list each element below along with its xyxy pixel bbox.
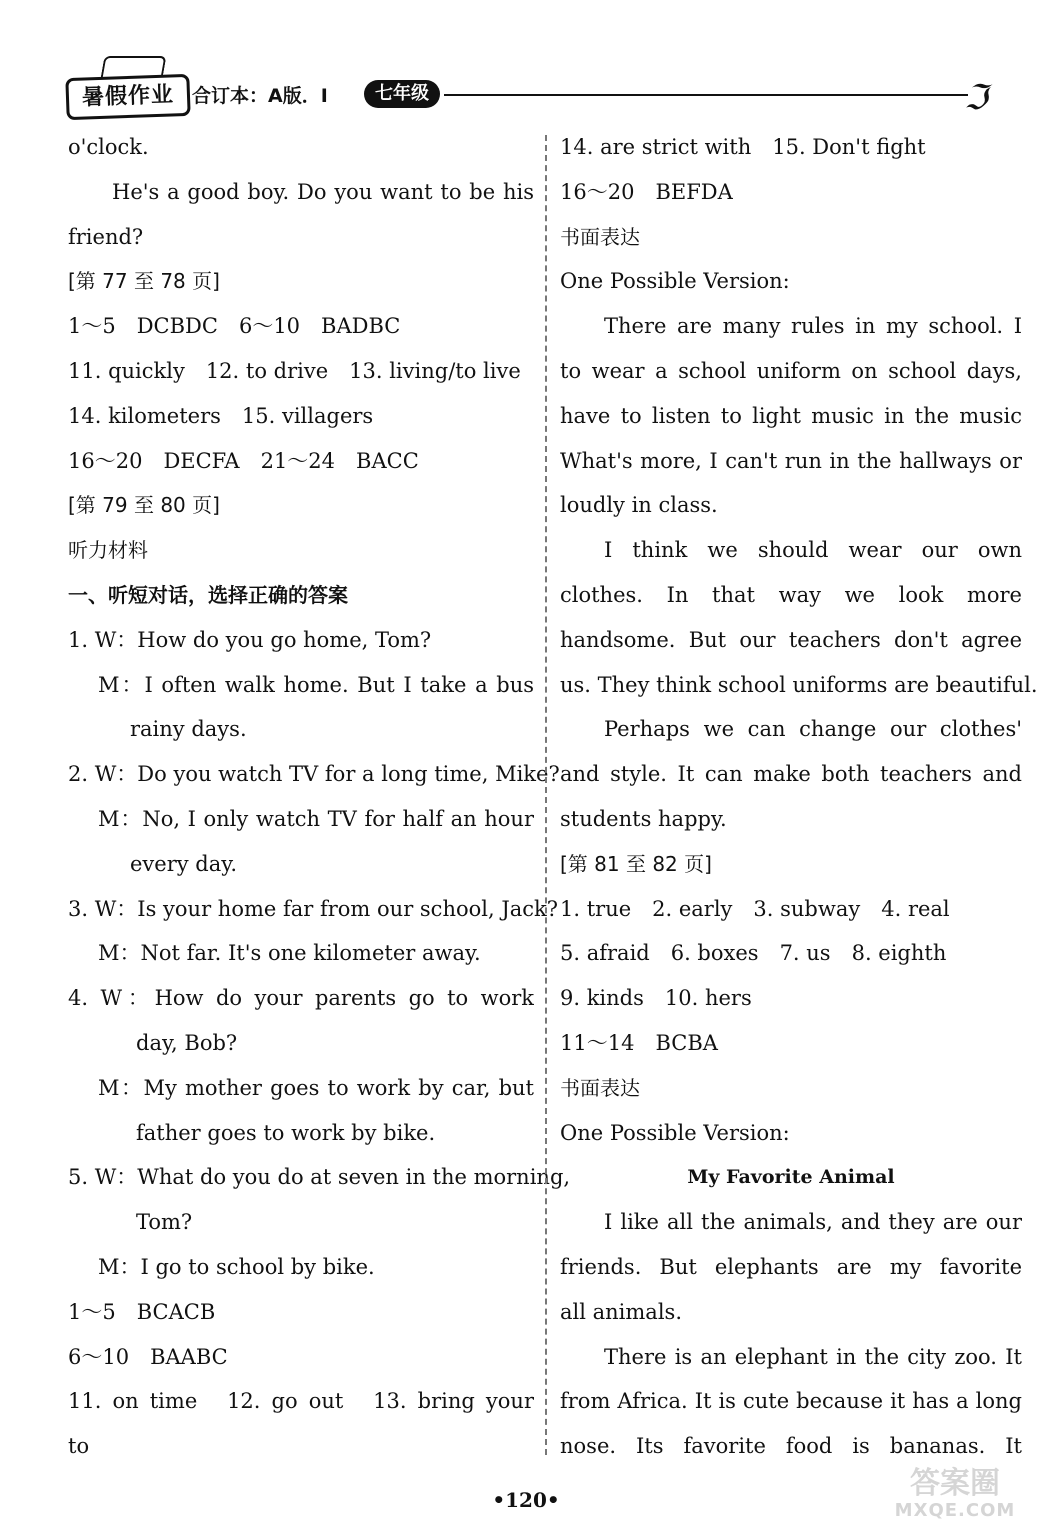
- right-text-line: 5. afraid 6. boxes 7. us 8. eighth: [560, 941, 947, 966]
- brand-logo: 暑假作业: [65, 74, 190, 120]
- grade-badge: 七年级: [364, 80, 440, 108]
- left-column: [68, 125, 571, 1469]
- header-rule: [444, 94, 968, 96]
- watermark-url: MXQE.COM: [894, 1500, 1016, 1521]
- left-text-line: 5. W：What do you do at seven in the morning,: [68, 1165, 571, 1190]
- left-text-line: 2. W：Do you watch TV for a long time, Mike?: [68, 762, 560, 787]
- left-text-line: M：My mother goes to work by car, but: [98, 1075, 534, 1100]
- right-text-line: 书面表达: [560, 224, 640, 249]
- left-text-line: friend?: [68, 224, 144, 249]
- edition-label: 合订本：A版．I: [192, 85, 328, 107]
- left-text-line: 4. W：How do your parents go to work: [68, 986, 534, 1011]
- column-divider: [545, 135, 547, 1455]
- right-text-line: us. They think school uniforms are beautiful.: [560, 672, 1038, 697]
- left-text-line: 1. W：How do you go home, Tom?: [68, 627, 432, 652]
- right-text-line: 9. kinds 10. hers: [560, 986, 752, 1011]
- right-text-line: students happy.: [560, 806, 727, 831]
- right-text-line: clothes. In that way we look more: [560, 582, 1022, 607]
- left-text-line: Tom?: [136, 1210, 193, 1235]
- watermark-logo: [870, 1468, 1040, 1528]
- right-text-line: My Favorite Animal: [687, 1166, 895, 1189]
- right-text-line: One Possible Version:: [560, 269, 790, 294]
- right-text-line: nose. Its favorite food is bananas. It: [560, 1434, 1022, 1459]
- right-text-line: from Africa. It is cute because it has a long: [560, 1389, 1022, 1414]
- left-text-line: 11. on time 12. go out 13. bring your: [68, 1389, 534, 1414]
- left-text-line: 1～5 DCBDC 6～10 BADBC: [68, 314, 401, 339]
- left-text-line: 11. quickly 12. to drive 13. living/to live: [68, 358, 521, 383]
- right-text-line: handsome. But our teachers don't agree: [560, 627, 1022, 652]
- left-text-line: o'clock.: [68, 135, 149, 159]
- right-text-line: 16～20 BEFDA: [560, 179, 733, 204]
- right-text-line: to wear a school uniform on school days,: [560, 358, 1022, 383]
- right-text-line: friends. But elephants are my favorite: [560, 1254, 1022, 1279]
- right-text-line: Perhaps we can change our clothes': [604, 717, 1022, 742]
- left-text-line: 一、听短对话，选择正确的答案: [68, 582, 348, 607]
- right-text-line: 14. are strict with 15. Don't fight: [560, 135, 926, 159]
- right-text-line: 1. true 2. early 3. subway 4. real: [560, 896, 950, 921]
- left-text-line: M：Not far. It's one kilometer away.: [98, 941, 481, 966]
- right-text-line: [第 81 至 82 页]: [560, 851, 712, 876]
- right-text-line: There is an elephant in the city zoo. It: [604, 1344, 1022, 1369]
- watermark-main-text: 答案圈: [910, 1466, 1000, 1501]
- left-text-line: 14. kilometers 15. villagers: [68, 403, 374, 428]
- left-text-line: 听力材料: [68, 538, 148, 563]
- right-column: [560, 125, 1038, 1469]
- left-text-line: 16～20 DECFA 21～24 BACC: [68, 448, 419, 473]
- right-text-line: 书面表达: [560, 1075, 640, 1100]
- left-text-line: every day.: [130, 851, 238, 876]
- left-text-line: 3. W：Is your home far from our school, Jack?: [68, 896, 559, 921]
- right-text-line: 11～14 BCBA: [560, 1030, 718, 1055]
- left-text-line: M：No, I only watch TV for half an hour: [98, 806, 534, 831]
- left-text-line: 1～5 BCACB: [68, 1299, 216, 1324]
- left-text-line: He's a good boy. Do you want to be his: [112, 179, 534, 204]
- page-number: •120•: [492, 1488, 560, 1512]
- right-text-line: all animals.: [560, 1299, 682, 1324]
- left-text-line: rainy days.: [130, 717, 247, 742]
- right-text-line: There are many rules in my school. I: [604, 314, 1022, 339]
- left-text-line: M：I often walk home. But I take a bus: [98, 672, 534, 697]
- right-text-line: have to listen to light music in the music: [560, 403, 1022, 428]
- left-text-line: day, Bob?: [136, 1030, 238, 1055]
- left-text-line: [第 79 至 80 页]: [68, 493, 220, 518]
- right-text-line: I think we should wear our own: [604, 538, 1022, 563]
- left-text-line: to: [68, 1434, 90, 1459]
- left-text-line: [第 77 至 78 页]: [68, 269, 220, 294]
- page-header: [58, 62, 1018, 122]
- right-text-line: What's more, I can't run in the hallways or: [560, 448, 1022, 473]
- right-text-line: loudly in class.: [560, 493, 718, 518]
- left-text-line: father goes to work by bike.: [136, 1120, 436, 1145]
- left-text-line: 6～10 BAABC: [68, 1344, 228, 1369]
- right-text-line: One Possible Version:: [560, 1120, 790, 1145]
- left-text-line: M：I go to school by bike.: [98, 1254, 375, 1279]
- right-text-line: I like all the animals, and they are our: [604, 1210, 1022, 1235]
- swirl-ornament-icon: ℑ: [964, 78, 988, 118]
- right-text-line: and style. It can make both teachers and: [560, 762, 1022, 787]
